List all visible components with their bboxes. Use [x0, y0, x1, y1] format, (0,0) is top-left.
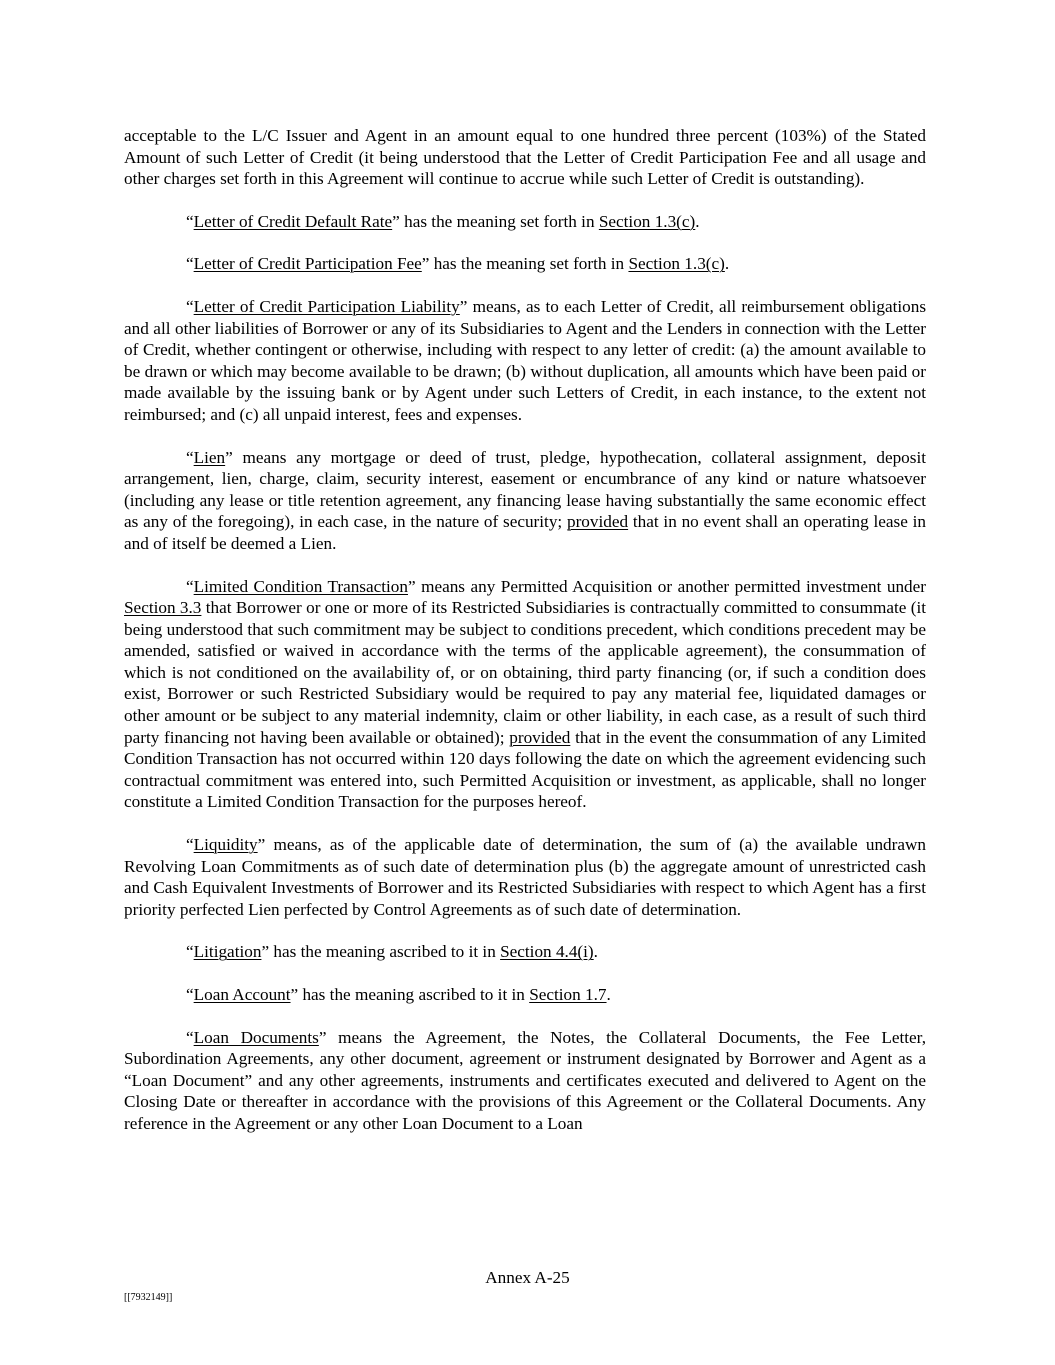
- definition-paragraph: [124, 253, 926, 275]
- paragraph-text: ” means, as of the applicable date of determination, the sum of (a) the available undrawn Revolving Loan Commitments as of such date of determination plus (b) the aggregate amount of unrestricted cash and Cash Equivalent Investments of Borrower and its Restricted Subsidiaries with respect to which Agent has a first priority perfected Lien perfected by Control Agreements as of such date of determination.: [124, 835, 926, 919]
- defined-term-underlined: Section 4.4(i): [500, 942, 594, 962]
- paragraph-text: that in no event shall an operating lease in and of itself be deemed a Lien.: [124, 512, 926, 553]
- paragraph-text: ” has the meaning set forth in: [421, 254, 629, 274]
- definition-paragraph: [124, 125, 926, 190]
- defined-term-underlined: Liquidity: [193, 835, 258, 855]
- defined-term-underlined: Letter of Credit Participation Liability: [193, 296, 460, 316]
- paragraph-text: ” means any Permitted Acquisition or another permitted investment under: [407, 576, 926, 596]
- paragraph-text: “: [186, 211, 194, 231]
- paragraph-text: .: [724, 254, 730, 274]
- paragraph-text: acceptable to the L/C Issuer and Agent in an amount equal to one hundred three percent (103%) of the Stated Amount of such Letter of Credit (it being understood that the Letter of Credit Participation Fee and all usage and other charges set forth in this Agreement will continue to accrue while such Letter of Credit is outstanding).: [124, 126, 926, 189]
- paragraph-text: “: [186, 942, 194, 962]
- defined-term-underlined: Loan Documents: [193, 1027, 319, 1047]
- defined-term-underlined: Letter of Credit Default Rate: [193, 211, 393, 231]
- defined-term-underlined: Litigation: [193, 942, 262, 962]
- definition-paragraph: [124, 941, 926, 963]
- paragraph-text: “: [186, 254, 194, 274]
- paragraph-text: “: [186, 296, 194, 316]
- page-number: Annex A-25: [485, 1268, 570, 1287]
- defined-term-underlined: Section 3.3: [124, 598, 202, 618]
- paragraph-text: ” means, as to each Letter of Credit, all reimbursement obligations and all other liabilities of Borrower or any of its Subsidiaries to Agent and the Lenders in connection with the Letter of Credit, whether contingent or otherwise, including with respect to any letter of credit: (a) the amount available to be drawn or which may become available to be drawn; (b) without duplication, all amounts which have been paid or made available by the issuing bank or by Agent under such Letters of Credit, in each instance, to the extent not reimbursed; and (c) all unpaid interest, fees and expenses.: [124, 296, 927, 424]
- paragraph-text: “: [186, 835, 194, 855]
- definition-paragraph: [124, 984, 926, 1006]
- paragraph-text: that Borrower or one or more of its Restricted Subsidiaries is contractually committed to consummate (it being understood that such commitment may be subject to conditions precedent, which conditions precedent may be amended, satisfied or waived in accordance with the terms of the applicable agreement), the consummation of which is not conditioned on the availability of, or on obtaining, third party financing (or, if such a condition does exist, Borrower or such Restricted Subsidiary would be required to pay any material fee, liquidated damages or other amount or be subject to any material indemnity, claim or other liability, in each case, as a result of such third party financing not having been available or obtained);: [124, 598, 926, 747]
- definition-paragraph: [124, 1027, 926, 1135]
- defined-term-underlined: provided: [566, 512, 629, 532]
- definition-paragraph: [124, 447, 926, 555]
- definition-paragraph: [124, 296, 926, 426]
- paragraph-text: ” has the meaning ascribed to it in: [290, 985, 530, 1004]
- paragraph-text: ” means the Agreement, the Notes, the Collateral Documents, the Fee Letter, Subordination Agreements, any other document, agreement or instrument designated by Borrower and Agent as a “Loan Document” and any other agreements, instruments and certificates executed and delivered to Agent on the Closing Date or thereafter in accordance with the provisions of this Agreement or the Collateral Documents. Any reference in the Agreement or any other Loan Document to a Loan: [124, 1027, 926, 1133]
- definition-paragraph: [124, 576, 926, 814]
- paragraph-text: “: [186, 576, 194, 596]
- paragraph-text: .: [606, 985, 611, 1004]
- defined-term-underlined: Section 1.3(c): [628, 254, 725, 274]
- defined-term-underlined: Limited Condition Transaction: [193, 576, 408, 596]
- defined-term-underlined: Lien: [193, 447, 226, 467]
- paragraph-text: .: [695, 211, 700, 231]
- paragraph-text: ” means any mortgage or deed of trust, pledge, hypothecation, collateral assignment, deposit arrangement, lien, charge, claim, security interest, easement or encumbrance of any kind or nature whatsoever (including any lease or title retention agreement, any financing lease having substantially the same economic effect as any of the foregoing), in each case, in the nature of security;: [124, 447, 926, 532]
- defined-term-underlined: Letter of Credit Participation Fee: [193, 254, 422, 274]
- paragraph-text: ” has the meaning set forth in: [392, 211, 599, 231]
- paragraph-text: “: [186, 985, 194, 1004]
- paragraph-text: “: [186, 1027, 194, 1047]
- document-body: [124, 125, 926, 1156]
- paragraph-text: .: [593, 942, 598, 962]
- definition-paragraph: [124, 834, 926, 920]
- definition-paragraph: [124, 211, 926, 233]
- paragraph-text: “: [186, 447, 194, 467]
- document-id: [[7932149]]: [124, 1292, 173, 1303]
- paragraph-text: ” has the meaning ascribed to it in: [261, 942, 501, 962]
- defined-term-underlined: Section 1.7: [529, 985, 607, 1004]
- paragraph-text: that in the event the consummation of any Limited Condition Transaction has not occurred within 120 days following the date on which the agreement evidencing such contractual commitment was entered into, such Permitted Acquisition or investment, as applicable, shall no longer constitute a Limited Condition Transaction for the purposes hereof.: [124, 727, 926, 812]
- defined-term-underlined: Loan Account: [193, 985, 291, 1004]
- defined-term-underlined: Section 1.3(c): [598, 211, 696, 231]
- defined-term-underlined: provided: [509, 727, 571, 747]
